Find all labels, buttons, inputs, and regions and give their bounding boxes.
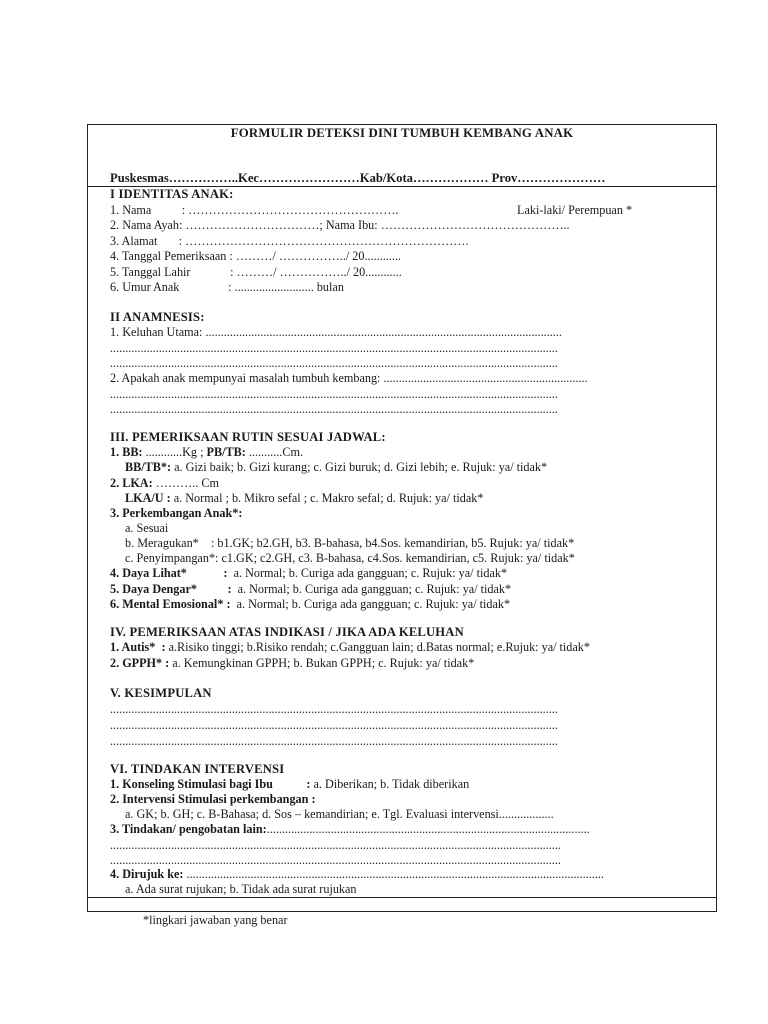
- pbtb-label: PB/TB:: [206, 445, 246, 459]
- section-indikasi-heading: IV. PEMERIKSAAN ATAS INDIKASI / JIKA ADA KELUHAN: [110, 625, 464, 639]
- autis-label: 1. Autis* :: [110, 640, 166, 654]
- section-anamnesis-heading: II ANAMNESIS:: [110, 310, 205, 324]
- dirujuk-dots: .........................................................................................................................................: [183, 867, 604, 881]
- field-mental-emosional: [110, 597, 510, 612]
- field-daya-dengar: [110, 582, 511, 597]
- section-identitas-heading: I IDENTITAS ANAK:: [110, 187, 234, 201]
- section-intervensi-heading: VI. TINDAKAN INTERVENSI: [110, 762, 285, 776]
- field-tanggal-lahir: 5. Tanggal Lahir : ………/ ……………../ 20............: [110, 265, 402, 279]
- dotted-line: ...................................................................................................................................................: [110, 341, 558, 355]
- bbtb-label: BB/TB*:: [125, 460, 172, 474]
- dirujuk-label: 4. Dirujuk ke:: [110, 867, 184, 881]
- field-umur: 6. Umur Anak : .......................... bulan: [110, 280, 344, 294]
- field-perkembangan-label: 3. Perkembangan Anak*:: [110, 506, 243, 520]
- dotted-line: ...................................................................................................................................................: [110, 702, 558, 716]
- lkau-options: a. Normal ; b. Mikro sefal ; c. Makro sefal; d. Rujuk: ya/ tidak*: [170, 491, 484, 505]
- dotted-line: ...................................................................................................................................................: [110, 734, 558, 748]
- perkembangan-option-a: a. Sesuai: [125, 521, 169, 535]
- field-tindakan: [110, 822, 590, 837]
- tindakan-dots: ..........................................................................................................: [266, 822, 590, 836]
- header-location-line: Puskesmas……………..Kec……………………Kab/Kota……………… Prov…………………: [110, 171, 606, 185]
- form-title: FORMULIR DETEKSI DINI TUMBUH KEMBANG ANAK: [230, 126, 574, 140]
- pbtb-value: ...........Cm.: [245, 445, 303, 459]
- field-lkau: [125, 491, 483, 506]
- field-nama: 1. Nama : …………………………………………….: [110, 203, 399, 217]
- gpph-options: a. Kemungkinan GPPH; b. Bukan GPPH; c. Rujuk: ya/ tidak*: [169, 656, 475, 670]
- section-kesimpulan-heading: V. KESIMPULAN: [110, 686, 212, 700]
- footer-divider: [88, 897, 716, 898]
- field-bbtb: [125, 460, 547, 475]
- tindakan-label: 3. Tindakan/ pengobatan lain:: [110, 822, 267, 836]
- dotted-line: ...................................................................................................................................................: [110, 402, 558, 416]
- field-autis: [110, 640, 590, 655]
- konseling-label: 1. Konseling Stimulasi bagi Ibu :: [110, 777, 311, 791]
- bb-label: 1. BB:: [110, 445, 143, 459]
- field-gpph: [110, 656, 474, 671]
- field-dirujuk: [110, 867, 604, 882]
- field-alamat: 3. Alamat : …………………………………………………………….: [110, 234, 469, 248]
- field-masalah-tumbuh-kembang: 2. Apakah anak mempunyai masalah tumbuh kembang: ...................................................................: [110, 371, 588, 385]
- daya-dengar-label: 5. Daya Dengar* :: [110, 582, 232, 596]
- dotted-line: ....................................................................................................................................................: [110, 853, 561, 867]
- field-tanggal-pemeriksaan: 4. Tanggal Pemeriksaan : ………/ ……………../ 20............: [110, 249, 402, 263]
- section-rutin-heading: III. PEMERIKSAAN RUTIN SESUAI JADWAL:: [110, 430, 386, 444]
- autis-options: a.Risiko tinggi; b.Risiko rendah; c.Gangguan lain; d.Batas normal; e.Rujuk: ya/ tidak*: [165, 640, 590, 654]
- dotted-line: ...................................................................................................................................................: [110, 387, 558, 401]
- field-konseling: [110, 777, 469, 792]
- dirujuk-options: a. Ada surat rujukan; b. Tidak ada surat rujukan: [125, 882, 357, 896]
- field-keluhan-utama: 1. Keluhan Utama: .....................................................................................................................: [110, 325, 562, 339]
- bb-value: ............Kg ;: [142, 445, 207, 459]
- footnote: *lingkari jawaban yang benar: [143, 913, 288, 927]
- mental-emosional-options: a. Normal; b. Curiga ada gangguan; c. Rujuk: ya/ tidak*: [230, 597, 511, 611]
- perkembangan-option-c: c. Penyimpangan*: c1.GK; c2.GH, c3. B-bahasa, c4.Sos. kemandirian, c5. Rujuk: ya/ tidak*: [125, 551, 575, 565]
- daya-dengar-options: a. Normal; b. Curiga ada gangguan; c. Rujuk: ya/ tidak*: [231, 582, 512, 596]
- daya-lihat-options: a. Normal; b. Curiga ada gangguan; c. Rujuk: ya/ tidak*: [227, 566, 508, 580]
- perkembangan-option-b: b. Meragukan* : b1.GK; b2.GH, b3. B-bahasa, b4.Sos. kemandirian, b5. Rujuk: ya/ tidak*: [125, 536, 575, 550]
- field-lka: [110, 476, 219, 491]
- stimulasi-options: a. GK; b. GH; c. B-Bahasa; d. Sos – kemandirian; e. Tgl. Evaluasi intervensi..................: [125, 807, 554, 821]
- field-stimulasi-label: 2. Intervensi Stimulasi perkembangan :: [110, 792, 316, 806]
- lkau-label: LKA/U :: [125, 491, 171, 505]
- field-nama-ortu: 2. Nama Ayah: ……………………………; Nama Ibu: ………………………………………..: [110, 218, 570, 232]
- field-gender: Laki-laki/ Perempuan *: [517, 203, 633, 217]
- gpph-label: 2. GPPH* :: [110, 656, 170, 670]
- form-box: [87, 124, 717, 912]
- field-daya-lihat: [110, 566, 507, 581]
- lka-label: 2. LKA:: [110, 476, 153, 490]
- field-bb-pbtb: [110, 445, 303, 460]
- mental-emosional-label: 6. Mental Emosional* :: [110, 597, 231, 611]
- lka-value: ……….. Cm: [152, 476, 220, 490]
- dotted-line: ....................................................................................................................................................: [110, 838, 561, 852]
- konseling-options: a. Diberikan; b. Tidak diberikan: [310, 777, 470, 791]
- daya-lihat-label: 4. Daya Lihat* :: [110, 566, 228, 580]
- dotted-line: ...................................................................................................................................................: [110, 356, 558, 370]
- bbtb-options: a. Gizi baik; b. Gizi kurang; c. Gizi buruk; d. Gizi lebih; e. Rujuk: ya/ tidak*: [171, 460, 548, 474]
- dotted-line: ...................................................................................................................................................: [110, 718, 558, 732]
